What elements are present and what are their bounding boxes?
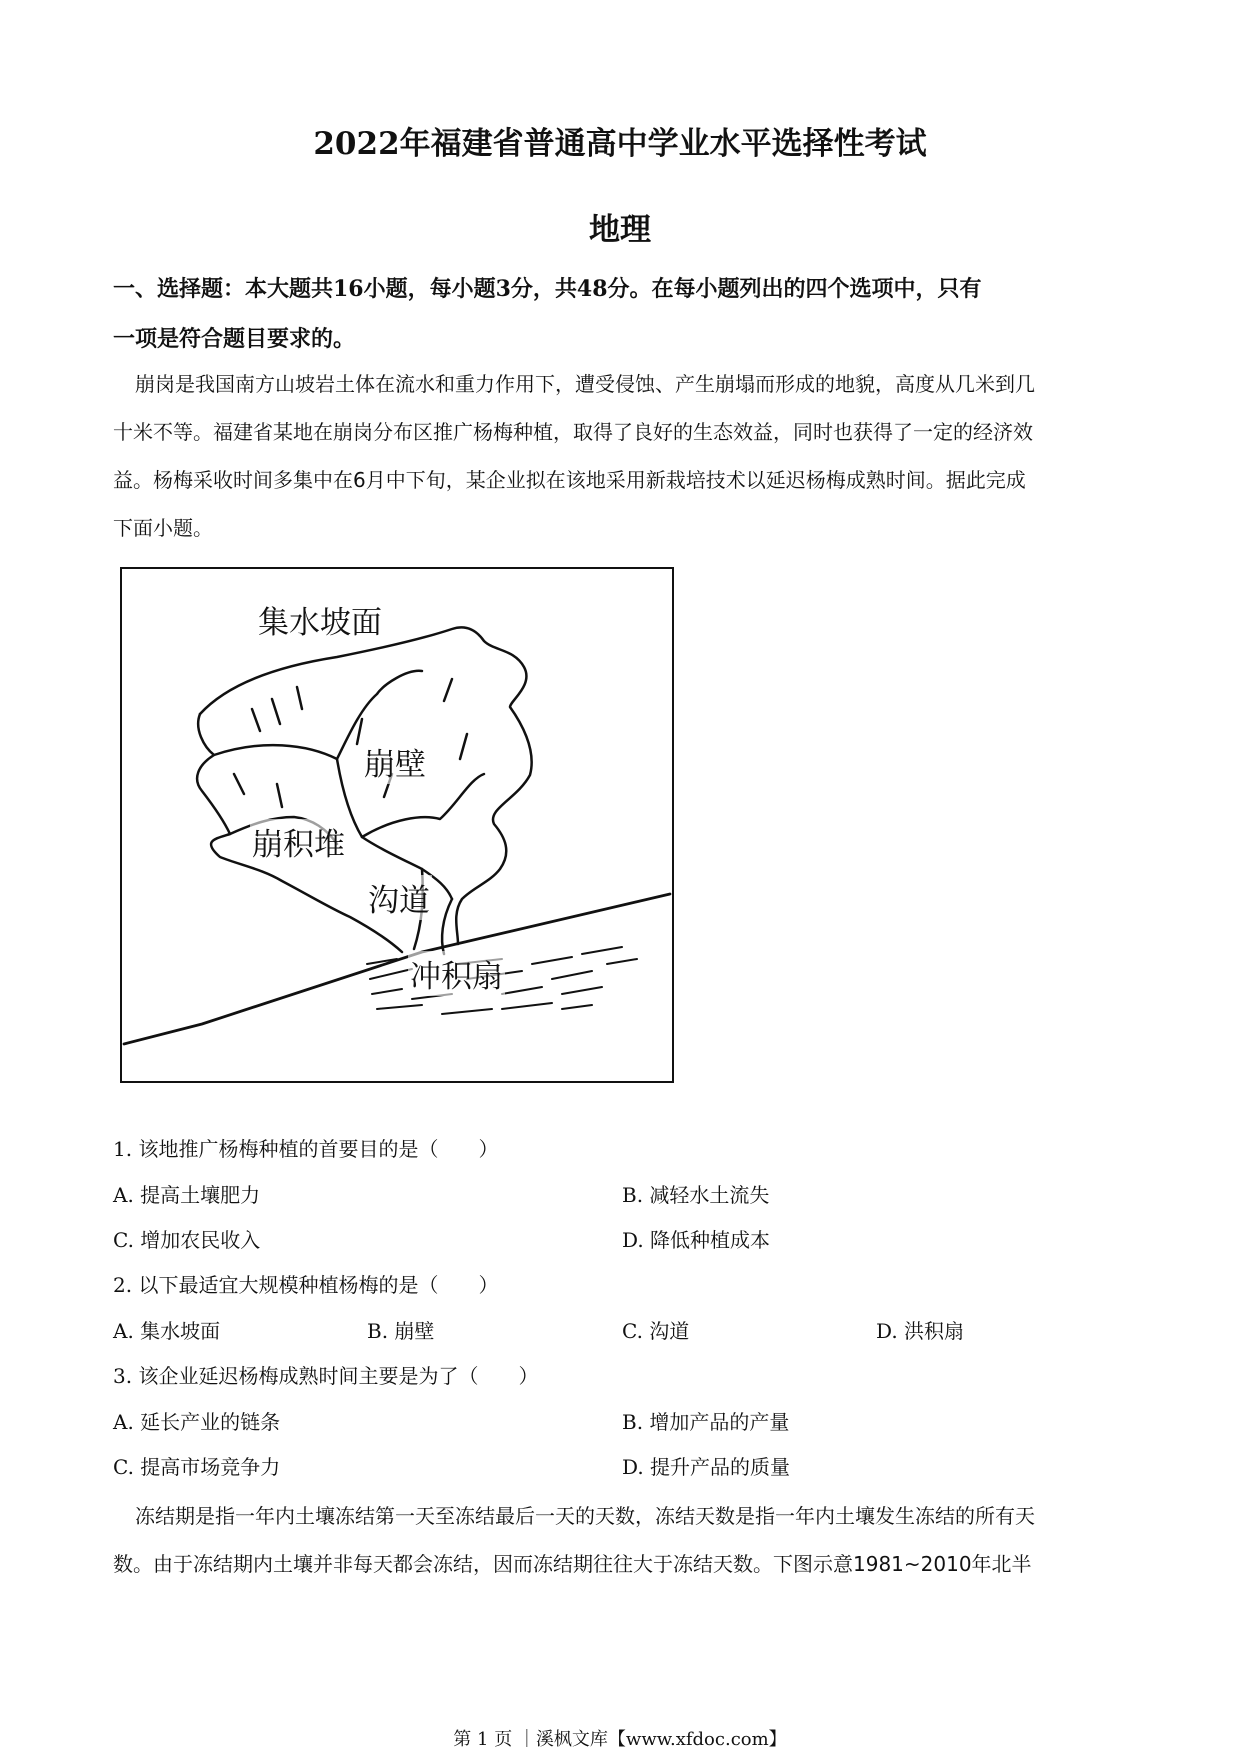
question-2-option-d: D. 洪积扇	[876, 1319, 965, 1343]
page-footer: 第 1 页 ｜溪枫文库【www.xfdoc.com】	[453, 1729, 787, 1750]
label-collapse-wall: 崩壁	[362, 739, 428, 784]
benggang-sketch	[122, 569, 672, 1081]
passage-line: 益。杨梅采收时间多集中在6月中下旬，某企业拟在该地采用新栽培技术以延迟杨梅成熟时间。据此完成	[113, 468, 1026, 492]
question-1-option-b: B. 减轻水土流失	[622, 1183, 770, 1207]
question-2-option-c: C. 沟道	[622, 1319, 690, 1343]
question-2-option-a: A. 集水坡面	[113, 1319, 221, 1343]
passage-line: 冻结期是指一年内土壤冻结第一天至冻结最后一天的天数，冻结天数是指一年内土壤发生冻结的所有天	[135, 1504, 1035, 1528]
benggang-diagram	[120, 567, 674, 1083]
question-1-option-c: C. 增加农民收入	[113, 1228, 261, 1252]
question-2-stem: 2. 以下最适宜大规模种植杨梅的是（ ）	[113, 1273, 499, 1297]
passage-line: 十米不等。福建省某地在崩岗分布区推广杨梅种植，取得了良好的生态效益，同时也获得了一定的经济效	[113, 420, 1033, 444]
section-heading-line: 一、选择题：本大题共16小题，每小题3分，共48分。在每小题列出的四个选项中，只有	[113, 276, 982, 302]
question-3-option-c: C. 提高市场竞争力	[113, 1455, 281, 1479]
passage-frozen-soil	[113, 1492, 1133, 1588]
question-3-option-b: B. 增加产品的产量	[622, 1410, 790, 1434]
passage-benggang	[113, 360, 1133, 552]
question-3-option-d: D. 提升产品的质量	[622, 1455, 791, 1479]
exam-title: 2022年福建省普通高中学业水平选择性考试	[313, 126, 927, 162]
question-1-option-a: A. 提高土壤肥力	[113, 1183, 261, 1207]
passage-line: 数。由于冻结期内土壤并非每天都会冻结，因而冻结期往往大于冻结天数。下图示意1981~2010年北半	[113, 1552, 1032, 1576]
subject-title: 地理	[589, 212, 651, 248]
question-2-option-b: B. 崩壁	[367, 1319, 435, 1343]
label-gully-channel: 沟道	[366, 875, 432, 920]
label-colluvial-deposit: 崩积堆	[250, 819, 347, 864]
question-1-stem: 1. 该地推广杨梅种植的首要目的是（ ）	[113, 1137, 499, 1161]
label-catchment-slope: 集水坡面	[256, 597, 384, 642]
passage-line: 下面小题。	[113, 516, 213, 540]
section-heading-line: 一项是符合题目要求的。	[113, 326, 356, 352]
passage-line: 崩岗是我国南方山坡岩土体在流水和重力作用下，遭受侵蚀、产生崩塌而形成的地貌，高度从几米到几	[135, 372, 1035, 396]
question-3-option-a: A. 延长产业的链条	[113, 1410, 281, 1434]
question-1-option-d: D. 降低种植成本	[622, 1228, 771, 1252]
question-3-stem: 3. 该企业延迟杨梅成熟时间主要是为了（ ）	[113, 1364, 539, 1388]
section-heading	[113, 264, 1133, 364]
label-alluvial-fan: 冲积扇	[408, 951, 505, 996]
